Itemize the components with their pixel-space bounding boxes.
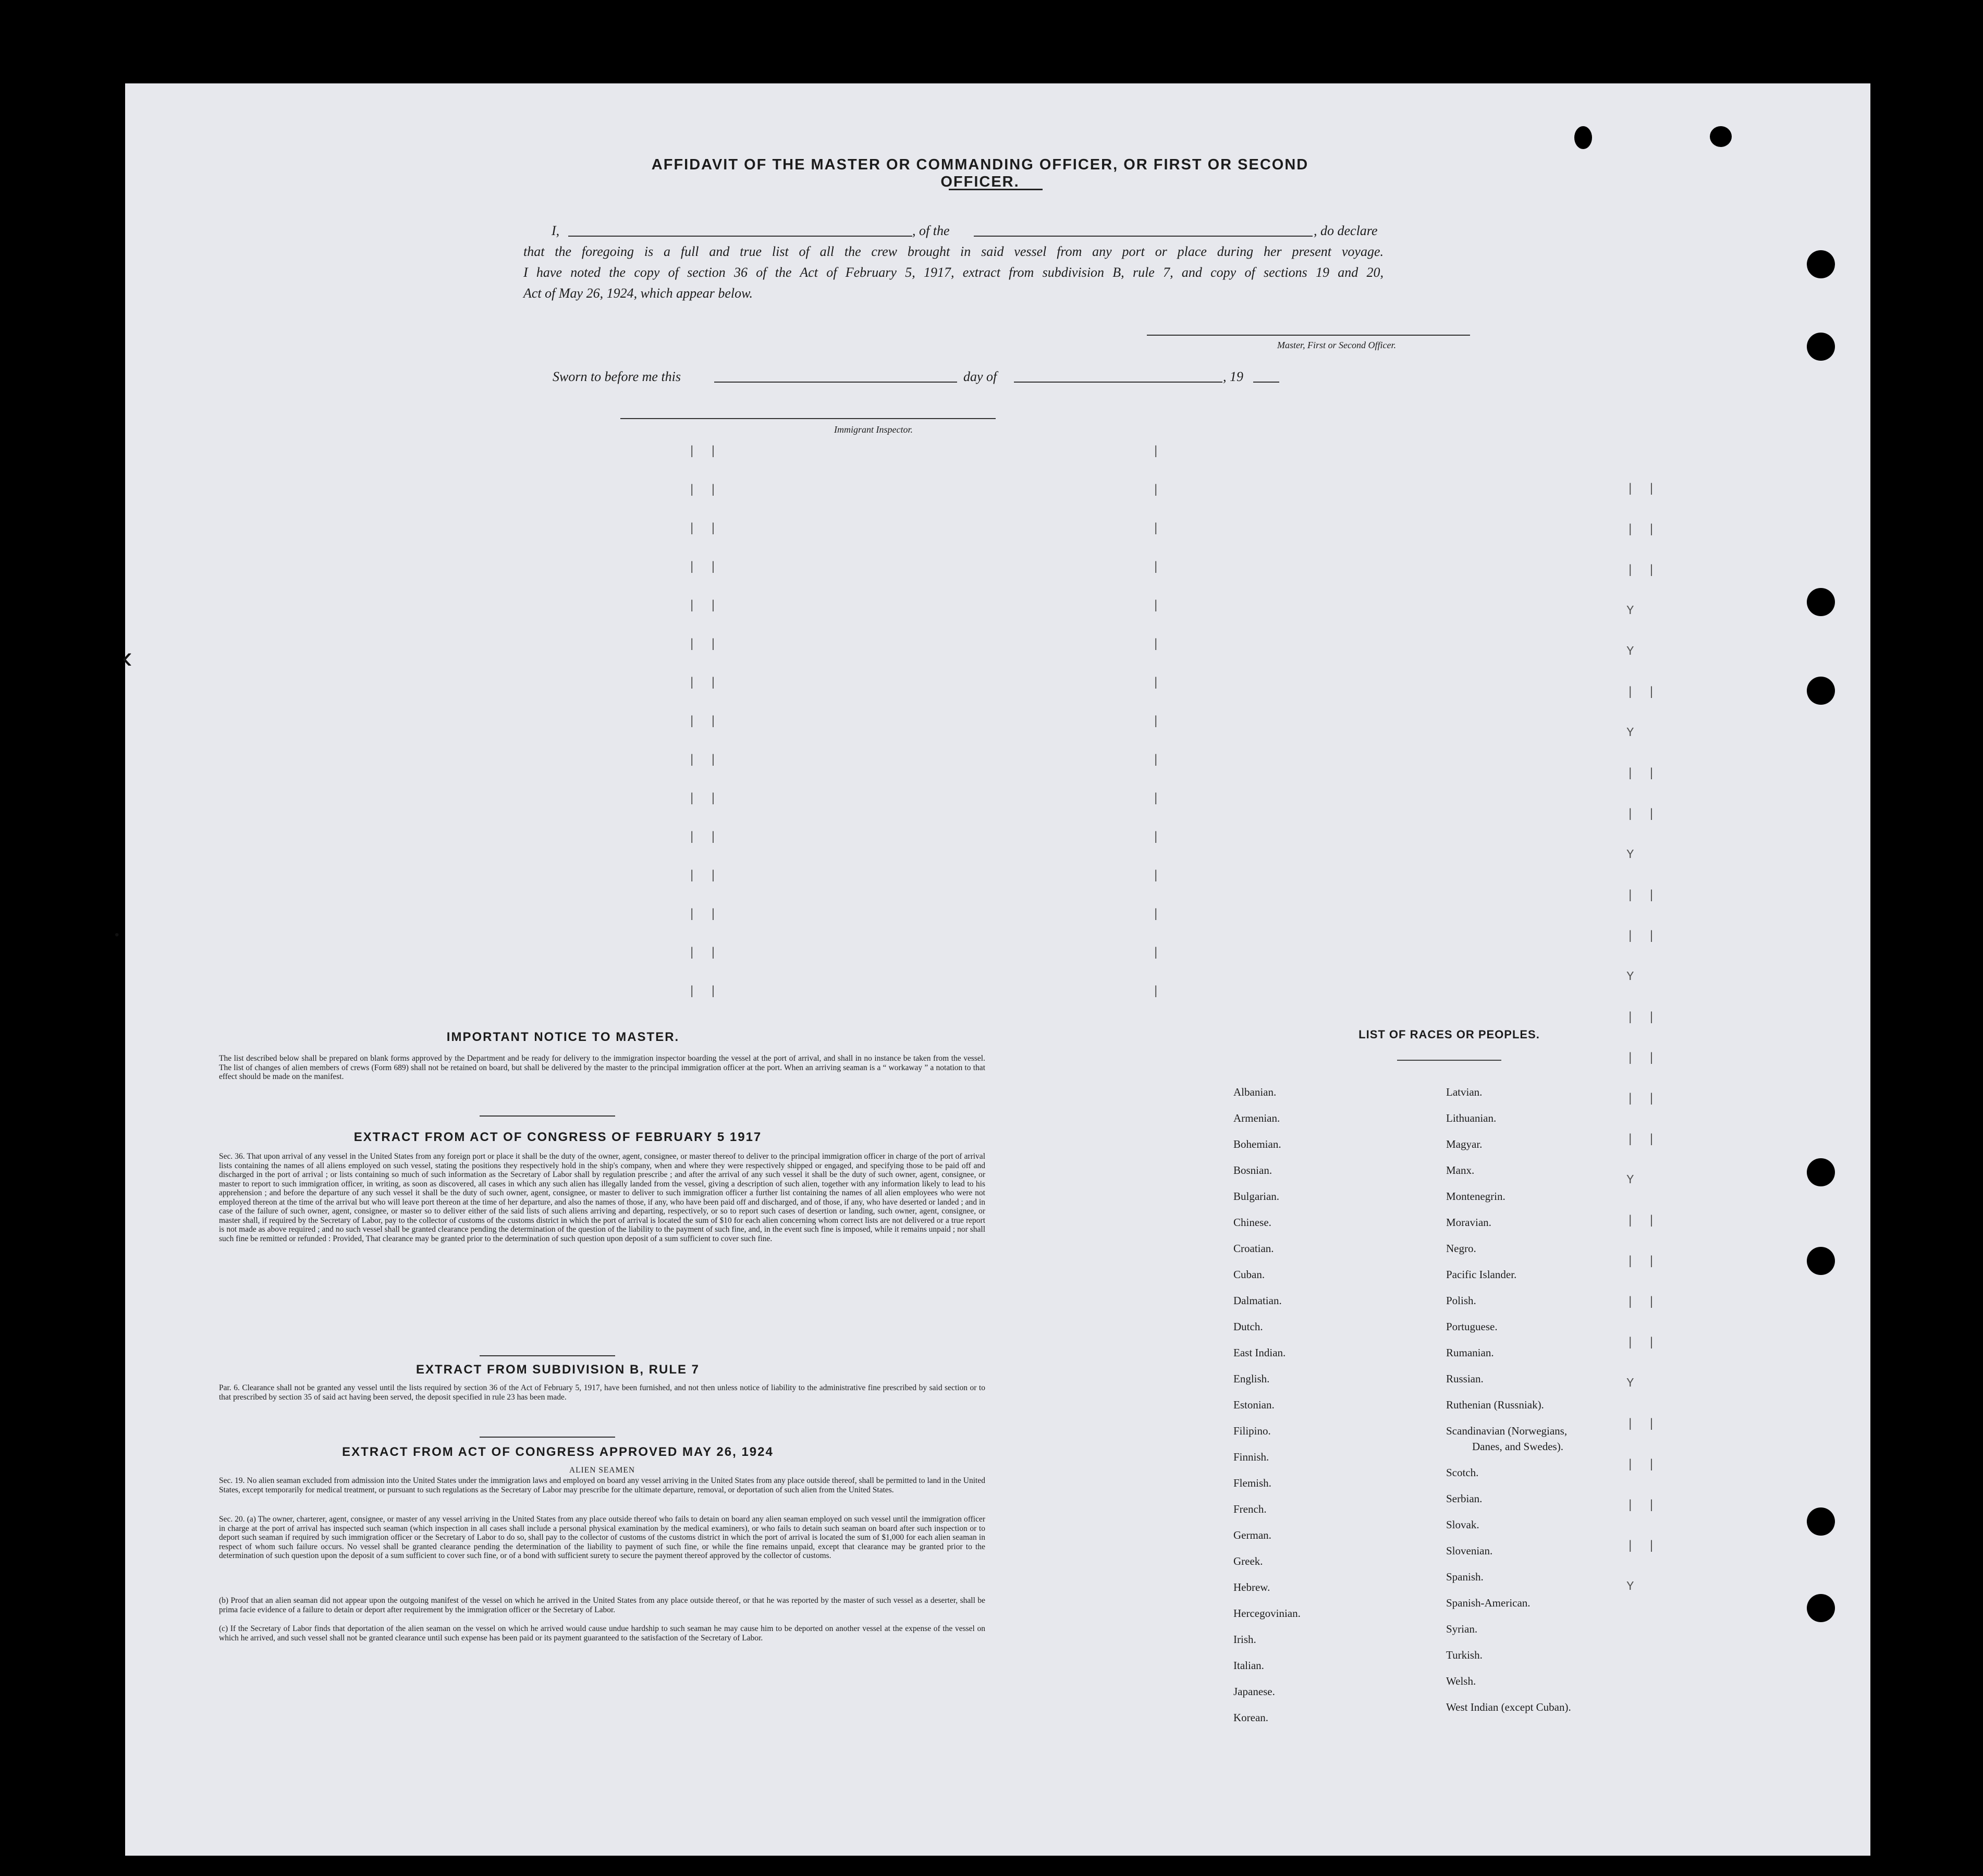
year-label: , 19 (1223, 369, 1243, 384)
master-signature-line (1147, 335, 1470, 336)
declaration-line-3: I have noted the copy of section 36 of the Act of February 5, 1917, extract from subdivision B, rule 7, and copy of sections 19 and 20, (523, 265, 1384, 280)
races-list-rule (1397, 1060, 1501, 1061)
race-item: English. (1233, 1372, 1270, 1385)
race-item: Filipino. (1233, 1425, 1271, 1437)
race-item: Russian. (1446, 1372, 1484, 1385)
master-caption: Master, First or Second Officer. (1277, 340, 1396, 350)
race-item: Rumanian. (1446, 1346, 1494, 1359)
declaration-line-4: Act of May 26, 1924, which appear below. (523, 286, 753, 301)
extract2-text: Par. 6. Clearance shall not be granted any vessel until the lists required by section 36 of the Act of February 5, 1917, have been furnished, and not then unless notice of liability to the administrative fine prescribed by said section or to that prescribed by section 35 of said act having been served, the deposit specified in rule 23 has been made. (219, 1383, 985, 1402)
punch-hole (1807, 1247, 1835, 1275)
race-item: Serbian. (1446, 1492, 1483, 1505)
race-item: German. (1233, 1529, 1271, 1541)
race-item: Portuguese. (1446, 1320, 1498, 1333)
punch-hole (1807, 1158, 1835, 1186)
notice-heading: IMPORTANT NOTICE TO MASTER. (446, 1030, 680, 1044)
race-item: Spanish-American. (1446, 1597, 1531, 1609)
race-item: Manx. (1446, 1164, 1475, 1176)
race-item: Montenegrin. (1446, 1190, 1505, 1203)
race-item: Welsh. (1446, 1675, 1476, 1687)
scan-mark: ‹ (122, 640, 132, 675)
race-item: Italian. (1233, 1659, 1264, 1672)
race-item: Finnish. (1233, 1451, 1269, 1463)
race-item: West Indian (except Cuban). (1446, 1701, 1571, 1713)
do-declare-label: , do declare (1314, 223, 1378, 238)
notice-separator (480, 1115, 615, 1117)
declarant-name-line (568, 236, 912, 237)
race-item: Estonian. (1233, 1399, 1275, 1411)
inspector-caption: Immigrant Inspector. (834, 424, 913, 435)
race-item: Pacific Islander. (1446, 1268, 1517, 1281)
extract1-text: Sec. 36. That upon arrival of any vessel in the United States from any foreign port or place it shall be the duty of the owner, agent, consignee, or master thereof to deliver to the principal immigration officer in charge of the port of arrival lists containing the names of all aliens employed on such vessel, stating the positions they respectively hold in the ship's company, when and where they were respectively shipped or engaged, and specifying those to be paid off and discharged in the port of arrival ; or lists containing so much of such information as the Secretary of Labor shall by regulation prescribe ; and after the arrival of any such vessel it shall be the duty of such owner, agent, consignee, or master to report to such immigration officer, in writing, as soon as discovered, all cases in which any such alien has illegally landed from the vessel, giving a description of such alien, together with any information likely to lead to his apprehension ; and before the departure of any such vessel it shall be the duty of such owner, agent, consignee, or master to deliver to such immigration officer a further list containing the names of all alien employees who were not employed thereon at the time of the arrival but who will leave port thereon at the time of her departure, and also the names of those, if any, who have been paid off and discharged, and of those, if any, who have deserted or landed ; and in case of the failure of such owner, agent, consignee, or master so to deliver either of the said lists of such aliens arriving and departing, respectively, or so to report such cases of desertion or landing, such owner, agent, consignee, or master shall, if required by the Secretary of Labor, pay to the collector of customs of the customs district in which the port of arrival is located the sum of $10 for each alien concerning whom correct lists are not delivered or a true report is not made as above required ; and no such vessel shall be granted clearance pending the determination of the question of the liability to the payment of such fine, and, in the event such fine is imposed, while it remains unpaid ; nor shall such fine be remitted or refunded : Provided, That clearance may be granted prior to the determination of such question upon deposit of a sum sufficient to cover such fine. (219, 1152, 985, 1243)
race-item: Lithuanian. (1446, 1112, 1497, 1124)
race-item: Armenian. (1233, 1112, 1280, 1124)
bleed-through-marks: | | | | | | Y Y | | Y | | | | Y | | | | Y | | | | | | | | Y | | | | | | | | Y | | | | | | | | Y (1626, 482, 1659, 1594)
race-item: Hebrew. (1233, 1581, 1270, 1593)
sworn-year-line (1253, 382, 1279, 383)
extract3-sec20a: Sec. 20. (a) The owner, charterer, agent, consignee, or master of any vessel arriving in the United States from any place outside thereof who fails to detain on board any alien seaman employed on such vessel until the immigration officer in charge at the port of arrival has inspected such seaman (which inspection in all cases shall include a personal physical examination by the medical examiners), or who fails to detain such seaman on board after such inspection or to deport such seaman if required by such immigration officer or the Secretary of Labor to do so, shall pay to the collector of customs of the customs district in which the port of arrival is located the sum of $1,000 for each alien seaman in respect of whom such failure occurs. No vessel shall be granted clearance pending the determination of the liability to payment of such fine, or while the fine remains unpaid, except that clearance may be granted prior to the determination of such question upon the deposit of a sum sufficient to cover such fine, or of a bond with sufficient surety to secure the payment thereof approved by the collector of customs. (219, 1515, 985, 1560)
race-item: Dalmatian. (1233, 1294, 1282, 1307)
race-item: Bosnian. (1233, 1164, 1272, 1176)
punch-hole (1807, 588, 1835, 616)
race-item: Bohemian. (1233, 1138, 1281, 1150)
punch-hole (1807, 1507, 1835, 1536)
race-item: Korean. (1233, 1711, 1269, 1724)
notice-text: The list described below shall be prepared on blank forms approved by the Department and be ready for delivery to the immigration inspector boarding the vessel at the port of arrival, and shall in no instance be taken from the vessel. The list of changes of alien members of crews (Form 689) shall not be retained on board, but shall be delivered by the master to the principal immigration officer at the port. When an arriving seaman is a “ workaway ” a notation to that effect should be made on the manifest. (219, 1054, 985, 1081)
extract1-heading: EXTRACT FROM ACT OF CONGRESS OF FEBRUARY 5 1917 (353, 1130, 762, 1144)
races-left-column (1233, 1079, 1301, 1731)
punch-hole (1574, 126, 1592, 149)
race-item: Syrian. (1446, 1623, 1478, 1635)
race-item: Turkish. (1446, 1649, 1483, 1661)
of-the-label: , of the (912, 223, 950, 238)
declaration-line-2: that the foregoing is a full and true list of all the crew brought in said vessel from any port or place during her present voyage. (523, 244, 1384, 259)
race-item: Flemish. (1233, 1477, 1271, 1489)
race-item: Scotch. (1446, 1466, 1479, 1479)
race-item: Scandinavian (Norwegians, (1446, 1425, 1568, 1437)
punch-hole (1710, 126, 1732, 147)
extract3-sec20b: (b) Proof that an alien seaman did not appear upon the outgoing manifest of the vessel on which he arrived in the United States from any place outside thereof, or that he was reported by the master of such vessel as a deserter, shall be prima facie evidence of a failure to detain or deport after requirement by the immigration officer or the Secretary of Labor. (219, 1596, 985, 1614)
scan-mark: • (115, 928, 119, 942)
title-rule (949, 189, 1043, 190)
punch-hole (1807, 677, 1835, 705)
race-item: Albanian. (1233, 1086, 1277, 1098)
race-item: Latvian. (1446, 1086, 1483, 1098)
race-item: Moravian. (1446, 1216, 1491, 1229)
punch-hole (1807, 333, 1835, 361)
race-item: Croatian. (1233, 1242, 1274, 1255)
race-item: Hercegovinian. (1233, 1607, 1301, 1620)
bleed-through-marks: | | | | | | | | | | | | | | | | | | | | | | | | | | | | | | (688, 445, 720, 999)
race-item: Dutch. (1233, 1320, 1263, 1333)
race-item: Polish. (1446, 1294, 1476, 1307)
punch-hole (1807, 250, 1835, 278)
vessel-name-line (974, 236, 1313, 237)
race-item: Negro. (1446, 1242, 1476, 1255)
punch-hole (1807, 1594, 1835, 1622)
sworn-date-line (714, 382, 957, 383)
race-item: Ruthenian (Russniak). (1446, 1399, 1544, 1411)
race-item: Japanese. (1233, 1685, 1275, 1698)
extract2-heading: EXTRACT FROM SUBDIVISION B, RULE 7 (415, 1363, 700, 1377)
race-item: French. (1233, 1503, 1267, 1515)
races-right-column (1446, 1079, 1571, 1720)
race-item: Slovenian. (1446, 1544, 1493, 1557)
declarant-label: I, (552, 223, 560, 238)
affidavit-title: AFFIDAVIT OF THE MASTER OR COMMANDING OFFICER, OR FIRST OR SECOND OFFICER. (651, 156, 1309, 190)
extract2-separator (480, 1437, 615, 1438)
extract3-subheading: ALIEN SEAMEN (569, 1466, 635, 1475)
extract3-heading: EXTRACT FROM ACT OF CONGRESS APPROVED MAY 26, 1924 (342, 1445, 774, 1459)
sworn-month-line (1014, 382, 1222, 383)
sworn-label: Sworn to before me this (553, 369, 681, 384)
race-item: Magyar. (1446, 1138, 1483, 1150)
day-of-label: day of (963, 369, 997, 384)
race-item: Greek. (1233, 1555, 1263, 1567)
bleed-through-marks: | | | | | | | | | | | | | | | (1152, 445, 1163, 999)
document-page (115, 83, 1870, 1856)
race-item: Irish. (1233, 1633, 1256, 1646)
race-item: Spanish. (1446, 1571, 1484, 1583)
inspector-signature-line (620, 418, 996, 419)
race-item: Danes, and Swedes). (1472, 1440, 1563, 1453)
extract3-sec20c: (c) If the Secretary of Labor finds that deportation of the alien seaman on the vessel on which he arrived would cause undue hardship to such seaman he may cause him to be deported on another vessel at the expense of the vessel on which he arrived, and such vessel shall not be granted clearance until such expense has been paid or its payment guaranteed to the satisfaction of the Secretary of Labor. (219, 1624, 985, 1642)
extract1-separator (480, 1355, 615, 1356)
race-item: East Indian. (1233, 1346, 1286, 1359)
race-item: Chinese. (1233, 1216, 1271, 1229)
race-item: Cuban. (1233, 1268, 1265, 1281)
race-item: Bulgarian. (1233, 1190, 1280, 1203)
races-list-title: LIST OF RACES OR PEOPLES. (1358, 1028, 1540, 1041)
extract3-sec19: Sec. 19. No alien seaman excluded from admission into the United States under the immigration laws and employed on board any vessel arriving in the United States from any place outside thereof, shall be permitted to land in the United States, except temporarily for medical treatment, or pursuant to such regulations as the Secretary of Labor may prescribe for the ultimate departure, removal, or deportation of such alien from the United States. (219, 1476, 985, 1494)
race-item: Slovak. (1446, 1518, 1479, 1531)
